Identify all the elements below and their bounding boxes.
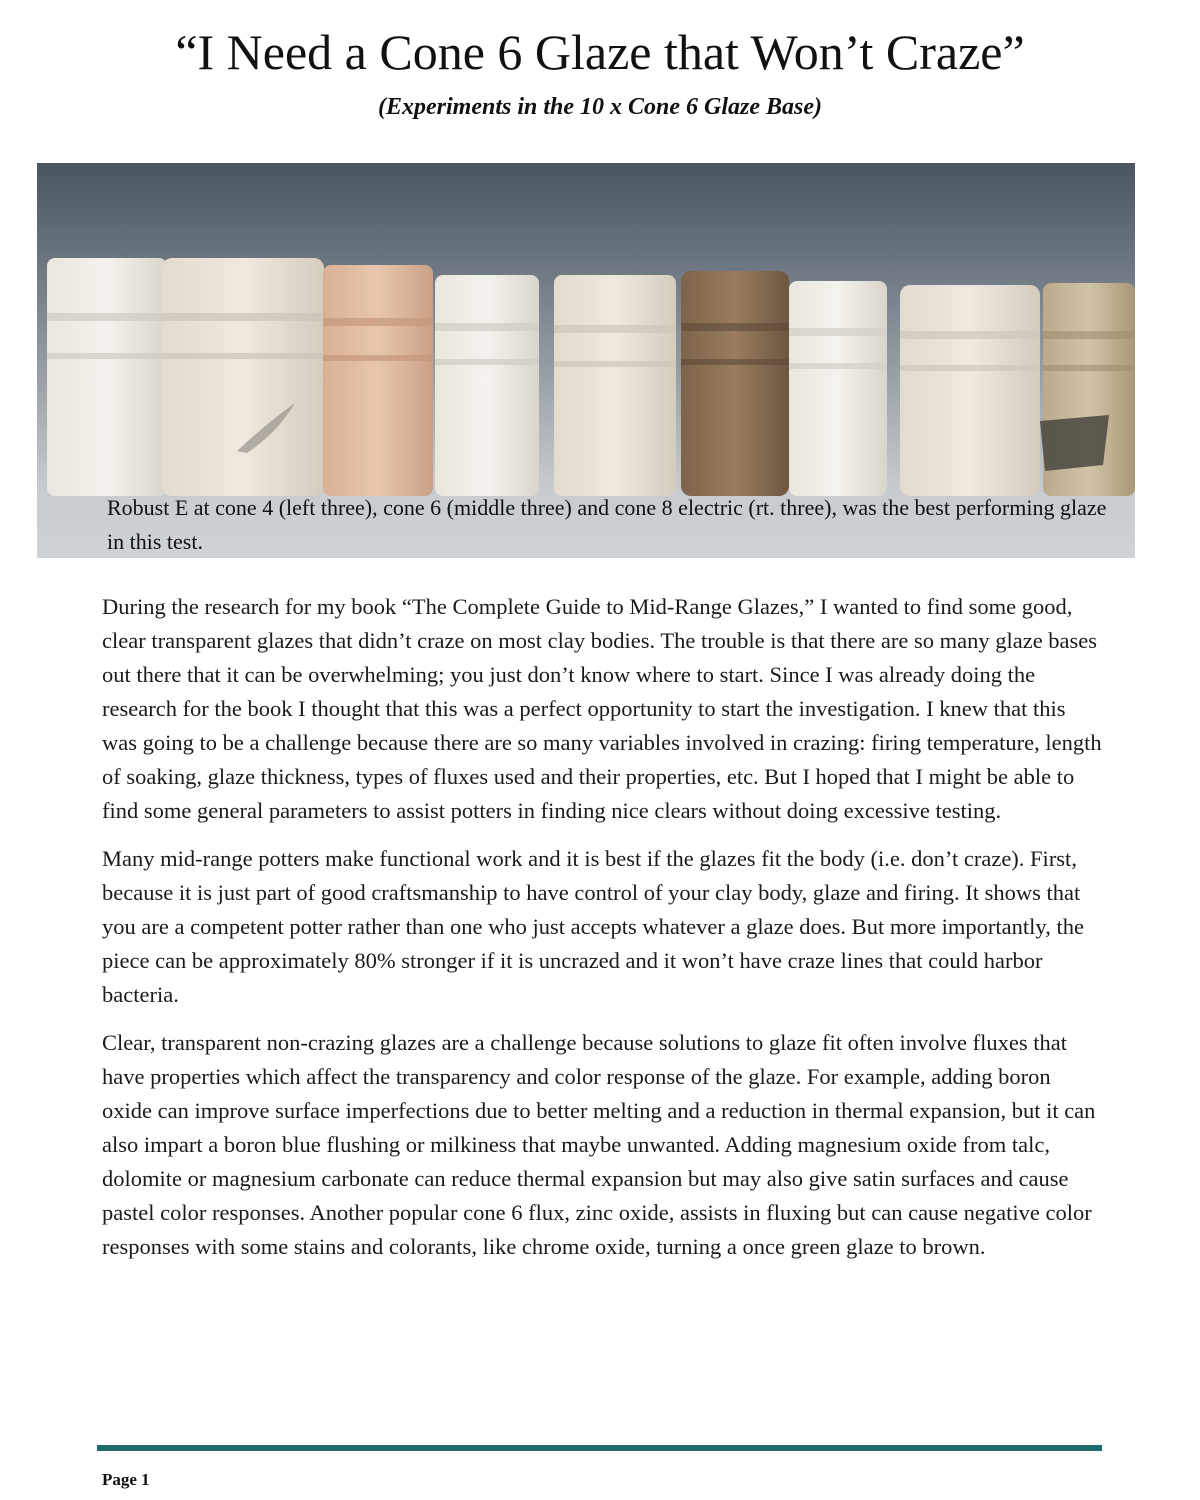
- test-tile-8: [900, 285, 1040, 496]
- test-tile-4: [435, 275, 539, 496]
- page-subtitle: (Experiments in the 10 x Cone 6 Glaze Base): [377, 94, 822, 120]
- test-tile-1: [47, 258, 167, 496]
- article-body: [102, 590, 1102, 1278]
- glaze-test-tiles-photo: [37, 163, 1135, 558]
- page-number: Page 1: [102, 1470, 150, 1489]
- test-tile-6: [681, 271, 789, 496]
- paragraph: During the research for my book “The Complete Guide to Mid-Range Glazes,” I wanted to find some good, clear transparent glazes that didn’t craze on most clay bodies. The trouble is that there are so many glaze bases out there that it can be overwhelming; you just don’t know where to start. Since I was already doing the research for the book I thought that this was a perfect opportunity to start the investigation. I knew that this was going to be a challenge because there are so many variables involved in crazing: firing temperature, length of soaking, glaze thickness, types of fluxes used and their properties, etc. But I hoped that I might be able to find some general parameters to assist potters in finding nice clears without doing excessive testing.: [102, 594, 1102, 823]
- test-tile-2: [162, 258, 324, 496]
- page-title: “I Need a Cone 6 Glaze that Won’t Craze”: [175, 24, 1025, 80]
- test-tile-5: [554, 275, 676, 496]
- test-tile-9: [1040, 283, 1135, 496]
- paragraph: Clear, transparent non-crazing glazes are a challenge because solutions to glaze fit often involve fluxes that have properties which affect the transparency and color response of the glaze. For example, adding boron oxide can improve surface imperfections due to better melting and a reduction in thermal expansion, but it can also impart a boron blue flushing or milkiness that maybe unwanted. Adding magnesium oxide from talc, dolomite or magnesium carbonate can reduce thermal expansion but may also give satin surfaces and cause pastel color responses. Another popular cone 6 flux, zinc oxide, assists in fluxing but can cause negative color responses with some stains and colorants, like chrome oxide, turning a once green glaze to brown.: [102, 1030, 1096, 1259]
- footer-divider: [97, 1445, 1102, 1451]
- test-tile-3: [323, 265, 433, 496]
- test-tile-7: [789, 281, 887, 496]
- photo-caption: Robust E at cone 4 (left three), cone 6 (middle three) and cone 8 electric (rt. three), was the best performing glaze in this test.: [107, 495, 1107, 554]
- paragraph: Many mid-range potters make functional work and it is best if the glazes fit the body (i.e. don’t craze). First, because it is just part of good craftsmanship to have control of your clay body, glaze and firing. It shows that you are a competent potter rather than one who just accepts whatever a glaze does. But more importantly, the piece can be approximately 80% stronger if it is uncrazed and it won’t have craze lines that could harbor bacteria.: [102, 846, 1084, 1007]
